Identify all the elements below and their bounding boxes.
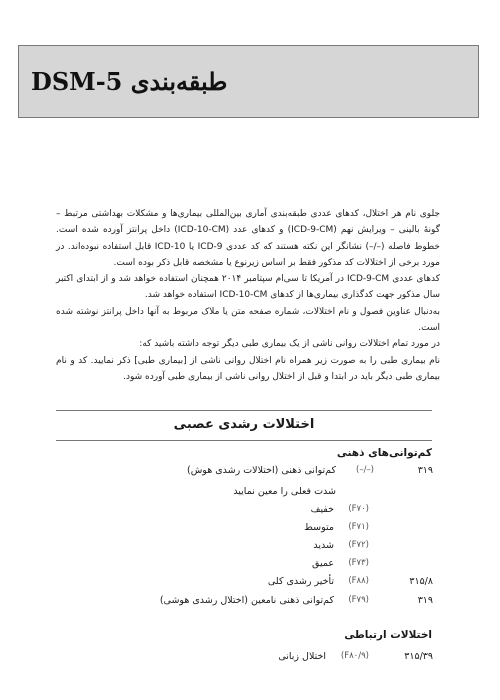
- chapter-title-box: [18, 45, 479, 118]
- icd10-code: (F۷۹): [348, 595, 369, 605]
- disorder-name: کم‌توانی ذهنی نامعین (اختلال رشدی هوشی): [159, 595, 334, 606]
- icd10-code: (F۷۰): [348, 504, 369, 514]
- disorder-name: کم‌توانی ذهنی (اختلالات رشدی هوش): [186, 465, 336, 476]
- list-item: [0, 651, 500, 669]
- severity-label: متوسط: [304, 522, 334, 533]
- icd9-code: ۳۱۵/۸: [409, 576, 433, 587]
- list-item: [0, 558, 500, 576]
- group-heading: کم‌توانی‌های ذهنی: [336, 447, 432, 459]
- intro-paragraph: کدهای عددی ICD-9-CM در آمریکا تا سی‌ام سپتامبر ۲۰۱۴ همچنان استفاده خواهد شد و از ابتدای اکتبر سال مذکور جهت کدگذاری بیماری‌ها از کدهای ICD-10-CM استفاده خواهد شد.: [56, 274, 440, 301]
- severity-label: شدید: [313, 540, 334, 551]
- list-item: [0, 486, 500, 504]
- list-item: [0, 465, 500, 483]
- section-title: اختلالات رشدی عصبی: [173, 417, 315, 432]
- section-top-rule: [56, 410, 432, 411]
- disorder-name: اختلال زبانی: [278, 651, 326, 662]
- section-bottom-rule: [56, 440, 432, 441]
- icd10-code: (F۸۰/۹): [340, 651, 369, 661]
- intro-paragraph: نام بیماری طبی را به صورت زیر همراه نام اختلال روانی ناشی از [بیماری طبی] ذکر نمایید. کد و نام بیماری طبی دیگر باید در ابتدا و قبل از اختلال روانی ناشی از بیماری طبی آورده شود.: [56, 355, 440, 382]
- icd10-code: (F۷۱): [348, 522, 369, 532]
- icd9-code: ۳۱۹: [417, 595, 433, 606]
- intro-paragraph: در مورد تمام اختلالات روانی ناشی از یک بیماری طبی دیگر توجه داشته باشید که:: [139, 339, 440, 350]
- icd10-code: (F۸۸): [348, 576, 369, 586]
- intro-paragraph: به‌دنبال عناوین فصول و نام اختلالات، شماره صفحه متن یا ملاک مربوط به آنها داخل پرانتز نوشته شده است.: [56, 306, 440, 334]
- disorder-name: تأخیر رشدی کلی: [267, 576, 334, 587]
- icd10-code: (F۷۳): [348, 558, 369, 568]
- specifier-note: شدت فعلی را معین نمایید: [233, 486, 336, 497]
- intro-text: [56, 206, 440, 385]
- severity-label: عمیق: [312, 558, 334, 569]
- icd10-code: (F۷۲): [348, 540, 369, 550]
- list-item: [0, 595, 500, 613]
- chapter-title: طبقه‌بندی DSM-5: [31, 67, 228, 96]
- list-item: [0, 576, 500, 594]
- intro-paragraph: جلوی نام هر اختلال، کدهای عددی طبقه‌بندی آماری بین‌المللی بیماری‌ها و مشکلات بهداشتی مرتبط – گونهٔ بالینی – ویرایش نهم (ICD-9-CM) و کدهای عدد (ICD-10-CM) داخل پرانتز آورده شده است. خطوط فاصله (–/–) نشانگر این نکته هستند که کد عددی ICD-9 یا ICD-10 قابل استفاده نبوده‌اند. در مورد برخی از اختلالات کد مذکور فقط بر اساس زیرنوع یا مشخصه قابل ذکر بوده است.: [56, 209, 440, 268]
- list-item: [0, 504, 500, 522]
- icd9-code: ۳۱۵/۳۹: [404, 651, 433, 662]
- group-heading: اختلالات ارتباطی: [344, 629, 432, 641]
- icd10-code: (–/–): [356, 465, 374, 475]
- icd9-code: ۳۱۹: [417, 465, 433, 476]
- list-item: [0, 522, 500, 540]
- list-item: [0, 540, 500, 558]
- severity-label: خفیف: [310, 504, 334, 515]
